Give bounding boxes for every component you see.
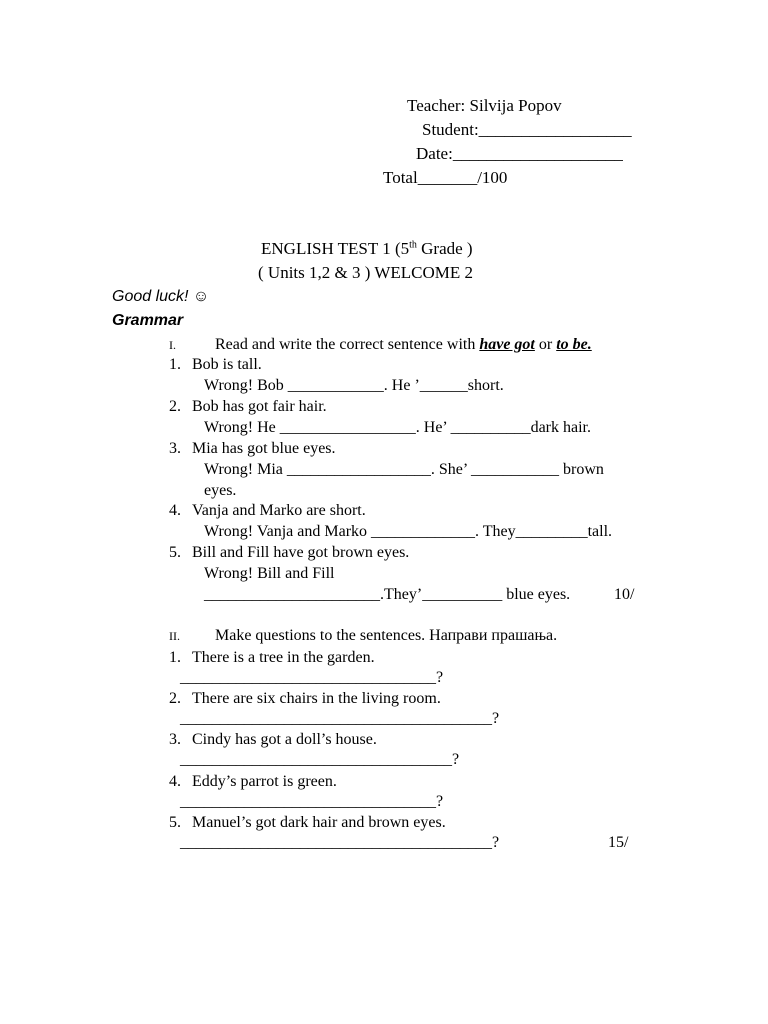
section-heading-grammar: Grammar bbox=[112, 312, 184, 329]
list-item-sentence: Bob is tall. bbox=[192, 356, 262, 373]
answer-line: Wrong! He _________________. He’ __________dark hair. bbox=[204, 419, 591, 436]
answer-line: Wrong! Bill and Fill bbox=[204, 565, 335, 582]
total-score-field: Total_______/100 bbox=[383, 168, 508, 187]
list-item-number: 5. bbox=[169, 544, 181, 561]
list-item-number: 2. bbox=[169, 398, 181, 415]
list-item-number: 4. bbox=[169, 502, 181, 519]
student-field: Student:__________________ bbox=[422, 120, 632, 139]
answer-line: Wrong! Bob ____________. He ’______short. bbox=[204, 377, 504, 394]
part1-instruction: Read and write the correct sentence with have got or to be. bbox=[215, 336, 592, 353]
list-item-sentence: There are six chairs in the living room. bbox=[192, 690, 441, 707]
part2-instruction: Make questions to the sentences. Направи прашања. bbox=[215, 627, 558, 644]
list-item-sentence: Cindy has got a doll’s house. bbox=[192, 731, 377, 748]
answer-line: __________________________________? bbox=[180, 751, 460, 768]
teacher-name: Teacher: Silvija Popov bbox=[407, 96, 562, 115]
list-item-sentence: There is a tree in the garden. bbox=[192, 649, 375, 666]
list-item-sentence: Bill and Fill have got brown eyes. bbox=[192, 544, 410, 561]
list-item-number: 1. bbox=[169, 356, 181, 373]
list-item-number: 1. bbox=[169, 649, 181, 666]
answer-line: Wrong! Vanja and Marko _____________. They_________tall. bbox=[204, 523, 613, 540]
list-item-sentence: Eddy’s parrot is green. bbox=[192, 773, 337, 790]
test-subtitle: ( Units 1,2 & 3 ) WELCOME 2 bbox=[258, 263, 474, 282]
list-item-sentence: Vanja and Marko are short. bbox=[192, 502, 366, 519]
test-title: ENGLISH TEST 1 (5th Grade ) bbox=[261, 239, 473, 258]
date-field: Date:____________________ bbox=[416, 144, 623, 163]
good-luck-text: Good luck! ☺ bbox=[112, 288, 210, 305]
part1-numeral: I. bbox=[169, 338, 176, 352]
list-item-number: 5. bbox=[169, 814, 181, 831]
part1-score: 10/ bbox=[614, 586, 635, 603]
answer-line: ________________________________? bbox=[180, 793, 444, 810]
list-item-sentence: Manuel’s got dark hair and brown eyes. bbox=[192, 814, 446, 831]
list-item-sentence: Bob has got fair hair. bbox=[192, 398, 327, 415]
list-item-sentence: Mia has got blue eyes. bbox=[192, 440, 336, 457]
list-item-number: 2. bbox=[169, 690, 181, 707]
list-item-number: 3. bbox=[169, 731, 181, 748]
part2-score: 15/ bbox=[608, 834, 629, 851]
list-item-number: 4. bbox=[169, 773, 181, 790]
answer-line: eyes. bbox=[204, 482, 237, 499]
list-item-number: 3. bbox=[169, 440, 181, 457]
part2-numeral: II. bbox=[169, 629, 180, 643]
answer-line: _______________________________________? bbox=[180, 834, 500, 851]
answer-line: ______________________.They’__________ blue eyes. bbox=[204, 586, 571, 603]
answer-line: Wrong! Mia __________________. She’ ___________ brown bbox=[204, 461, 604, 478]
answer-line: ________________________________? bbox=[180, 669, 444, 686]
answer-line: _______________________________________? bbox=[180, 710, 500, 727]
